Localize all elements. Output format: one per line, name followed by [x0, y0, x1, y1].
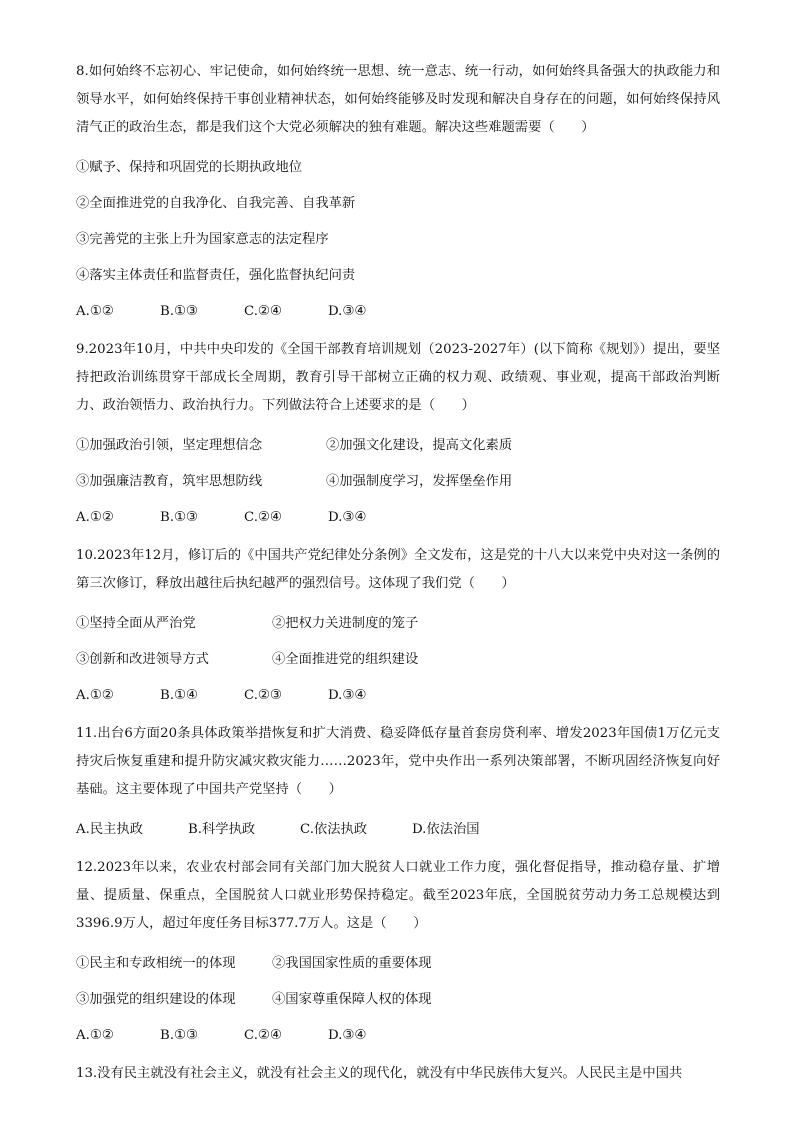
answer-choice-d[interactable]: D.③④	[328, 1028, 367, 1043]
answer-choice-d[interactable]: D.③④	[328, 304, 367, 319]
question-11	[76, 720, 720, 840]
answer-choices	[76, 686, 720, 706]
answer-choice-a[interactable]: A.①②	[76, 304, 114, 319]
option-row	[76, 990, 720, 1010]
answer-choice-a[interactable]: A.①②	[76, 688, 114, 703]
option: ④全面推进党的组织建设	[272, 652, 419, 667]
option: ③完善党的主张上升为国家意志的法定程序	[76, 232, 329, 247]
answer-choice-d[interactable]: D.③④	[328, 688, 367, 703]
option: ④加强制度学习，发挥堡垒作用	[326, 474, 513, 489]
answer-choice-c[interactable]: C.②④	[244, 1028, 282, 1043]
option: ①加强政治引领，坚定理想信念	[76, 438, 263, 453]
question-10	[76, 542, 720, 706]
option: ①坚持全面从严治党	[76, 616, 196, 631]
answer-choice-b[interactable]: B.①③	[160, 1028, 198, 1043]
option-row	[76, 650, 720, 670]
answer-choice-c[interactable]: C.②④	[244, 304, 282, 319]
option: ③加强廉洁教育，筑牢思想防线	[76, 474, 263, 489]
answer-choice-a[interactable]: A.①②	[76, 1028, 114, 1043]
answer-choice-c[interactable]: C.②③	[244, 688, 282, 703]
option: ④落实主体责任和监督责任，强化监督执纪问责	[76, 268, 356, 283]
option-row	[76, 472, 720, 492]
option: ③创新和改进领导方式	[76, 652, 209, 667]
answer-choice-b[interactable]: B.①④	[160, 688, 198, 703]
answer-choice-a[interactable]: A.民主执政	[76, 822, 144, 837]
question-stem: 8.如何始终不忘初心、牢记使命，如何始终统一思想、统一意志、统一行动，如何始终具备强大的执政能力和领导水平，如何始终保持干事创业精神状态，如何始终能够及时发现和解决自身存在的问题，如何始终保持风清气正的政治生态，都是我们这个大党必须解决的独有难题。解决这些难题需要（ ）	[76, 64, 720, 135]
answer-choices	[76, 1026, 720, 1046]
answer-choices	[76, 508, 720, 528]
answer-choice-b[interactable]: B.①③	[160, 510, 198, 525]
answer-choice-a[interactable]: A.①②	[76, 510, 114, 525]
option: ②我国国家性质的重要体现	[272, 956, 432, 971]
question-stem: 13.没有民主就没有社会主义，就没有社会主义的现代化，就没有中华民族伟大复兴。人民民主是中国共	[76, 1066, 683, 1081]
question-stem: 9.2023年10月，中共中央印发的《全国干部教育培训规划（2023-2027年）(以下简称《规划》）提出，要坚持把政治训练贯穿干部成长全周期，教育引导干部树立正确的权力观、政绩观、事业观，提高干部政治判断力、政治领悟力、政治执行力。下列做法符合上述要求的是（ ）	[76, 342, 720, 413]
answer-choice-b[interactable]: B.①③	[160, 304, 198, 319]
option: ③加强党的组织建设的体现	[76, 992, 236, 1007]
answer-choice-d[interactable]: D.依法治国	[412, 822, 480, 837]
question-stem: 10.2023年12月，修订后的《中国共产党纪律处分条例》全文发布，这是党的十八大以来党中央对这一条例的第三次修订，释放出越往后执纪越严的强烈信号。这体现了我们党（ ）	[76, 548, 720, 591]
answer-choice-c[interactable]: C.②④	[244, 510, 282, 525]
exam-page	[76, 58, 720, 1088]
option: ②加强文化建设，提高文化素质	[326, 438, 513, 453]
question-stem: 12.2023年以来，农业农村部会同有关部门加大脱贫人口就业工作力度，强化督促指导，推动稳存量、扩增量、提质量、保重点，全国脱贫人口就业形势保持稳定。截至2023年底，全国脱贫劳动力务工总规模达到3396.9万人，超过年度任务目标377.7万人。这是（ ）	[76, 860, 720, 931]
question-9	[76, 336, 720, 528]
question-12	[76, 854, 720, 1046]
answer-choice-d[interactable]: D.③④	[328, 510, 367, 525]
option: ②全面推进党的自我净化、自我完善、自我革新	[76, 196, 356, 211]
question-13	[76, 1060, 720, 1088]
option: ①赋予、保持和巩固党的长期执政地位	[76, 160, 303, 175]
answer-choices	[76, 820, 720, 840]
option: ①民主和专政相统一的体现	[76, 956, 236, 971]
question-8	[76, 58, 720, 322]
answer-choice-c[interactable]: C.依法执政	[300, 822, 368, 837]
option-row	[76, 614, 720, 634]
option: ④国家尊重保障人权的体现	[272, 992, 432, 1007]
option-row	[76, 436, 720, 456]
question-stem: 11.出台6方面20条具体政策举措恢复和扩大消费、稳妥降低存量首套房贷利率、增发2023年国债1万亿元支持灾后恢复重建和提升防灾减灾救灾能力……2023年，党中央作出一系列决策部署，不断巩固经济恢复向好基础。这主要体现了中国共产党坚持（ ）	[76, 726, 720, 797]
option: ②把权力关进制度的笼子	[272, 616, 419, 631]
answer-choice-b[interactable]: B.科学执政	[188, 822, 256, 837]
option-row	[76, 954, 720, 974]
answer-choices	[76, 302, 720, 322]
